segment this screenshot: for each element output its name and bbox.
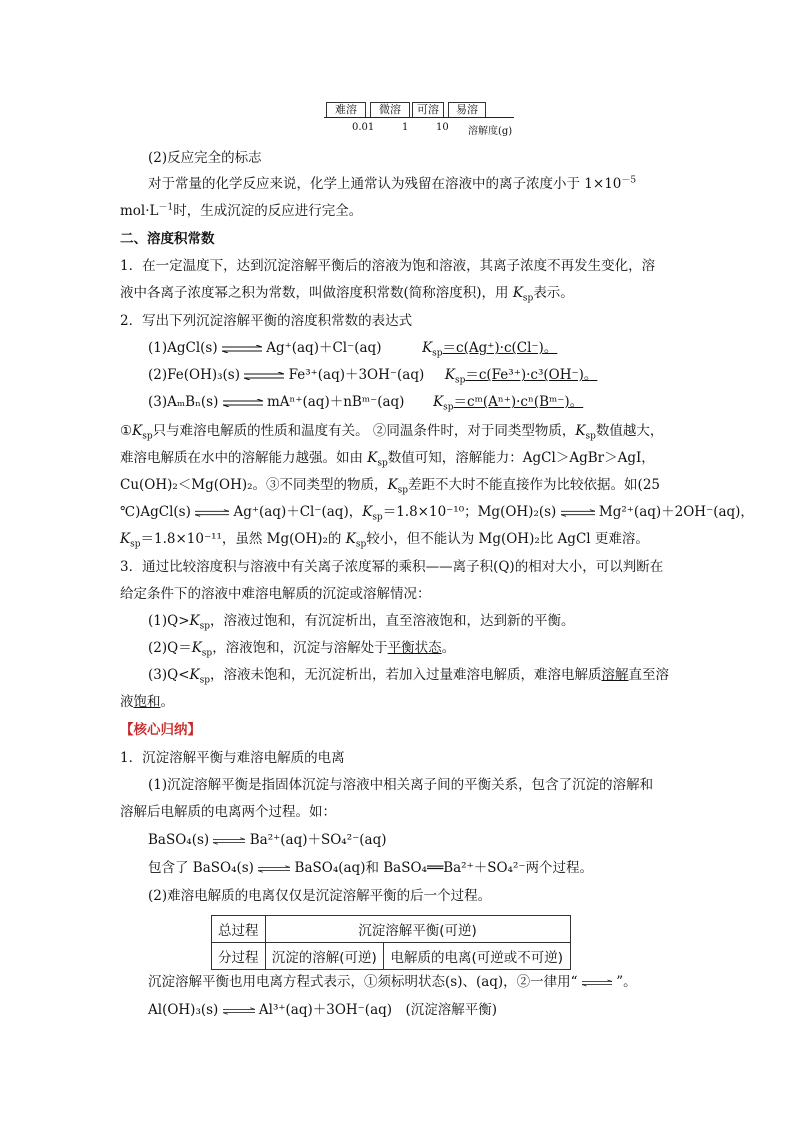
paragraph: 1．沉淀溶解平衡与难溶电解质的电离: [120, 750, 345, 766]
equilibrium-arrow-icon: [561, 509, 595, 517]
scale-tick: 10: [436, 122, 449, 133]
scale-label-insoluble: 难溶: [326, 102, 366, 117]
paragraph: 给定条件下的溶液中难溶电解质的沉淀或溶解情况：: [120, 586, 431, 602]
scale-label-very-soluble: 易溶: [448, 102, 486, 117]
paragraph: 对于常量的化学反应来说，化学上通常认为残留在溶液中的离子浓度小于 $1\times 10^{-5}$: [148, 175, 637, 192]
equation: BaSO₄(s) Ba²⁺(aq)＋SO₄²⁻(aq): [148, 832, 387, 848]
heading: 二、溶度积常数: [120, 231, 215, 247]
table-cell: 总过程: [212, 916, 266, 943]
scale-label-slightly-soluble: 微溶: [370, 102, 410, 117]
note: 难溶电解质在水中的溶解能力越强。如由 $K_{sp}$数值可知，溶解能力：AgCl＞AgBr＞AgI，: [120, 450, 655, 469]
note: ℃)AgCl(s) Ag⁺(aq)＋Cl⁻(aq)，$K_{sp}=1.8\times 10^{-10}$；Mg(OH)₂(s) Mg²⁺(aq)＋2OH⁻(aq)，: [120, 504, 754, 523]
core-summary-title: 【核心归纳】: [120, 722, 201, 738]
equilibrium-arrow-icon: [258, 865, 290, 873]
paragraph: 1．在一定温度下，达到沉淀溶解平衡后的溶液为饱和溶液，其离子浓度不再发生变化，溶: [120, 258, 656, 274]
equation: (3)AₘBₙ(s) mAⁿ⁺(aq)＋nBᵐ⁻(aq) $K_{sp}=cᵐ(A^{n+})\cdot c^n(Bᵐ^-)$。: [148, 394, 584, 413]
paragraph: (2)难溶电解质的电离仅仅是沉淀溶解平衡的后一个过程。: [148, 888, 492, 904]
note: Cu(OH)₂＜Mg(OH)₂。③不同类型的物质，$K_{sp}$差距不大时不能直接作为比较依据。如(25: [120, 477, 660, 496]
table-cell: 分过程: [212, 943, 266, 970]
paragraph: $mol\cdot L^{-1}$时，生成沉淀的反应进行完全。: [120, 202, 363, 219]
process-table: [211, 915, 571, 970]
section-title: (2)反应完全的标志: [148, 150, 262, 166]
equilibrium-arrow-icon: [223, 399, 263, 407]
case-item: 液饱和。: [120, 694, 174, 710]
table-cell: 沉淀的溶解(可逆): [265, 943, 384, 970]
table-cell: 电解质的电离(可逆或不可逆): [384, 943, 570, 970]
equilibrium-arrow-icon: [222, 345, 262, 353]
equation: Al(OH)₃(s) Al³⁺(aq)＋3OH⁻(aq) (沉淀溶解平衡): [148, 1002, 498, 1018]
paragraph: 3．通过比较溶度积与溶液中有关离子浓度幂的乘积——离子积(Q)的相对大小，可以判断在: [120, 559, 664, 575]
case-item: $(3)Q<K_{sp}$，溶液未饱和，无沉淀析出，若加入过量难溶电解质，难溶电解质溶解直至溶: [148, 667, 669, 686]
solubility-scale: [318, 100, 518, 136]
scale-tick: 1: [402, 122, 409, 133]
paragraph: (1)沉淀溶解平衡是指固体沉淀与溶液中相关离子间的平衡关系，包含了沉淀的溶解和: [148, 777, 654, 793]
note: $K_{sp}=1.8\times 10^{-11}$，虽然 Mg(OH)₂的 $K_{sp}$较小，但不能认为 Mg(OH)₂比 AgCl 更难溶。: [120, 531, 649, 550]
equilibrium-arrow-icon: [213, 837, 245, 845]
paragraph: 溶解后电解质的电离两个过程。如：: [120, 804, 336, 820]
equilibrium-arrow-icon: [195, 509, 229, 517]
equation: (1)AgCl(s) Ag⁺(aq)＋Cl⁻(aq) $K_{sp}=c(Ag^+)\cdot c(Cl^-)$。: [148, 340, 558, 359]
table-row: [212, 916, 571, 943]
paragraph: 液中各离子浓度幂之积为常数，叫做溶度积常数(简称溶度积)，用 $K_{sp}$表示。: [120, 285, 574, 304]
paragraph: 包含了 BaSO₄(s) BaSO₄(aq)和 BaSO₄══Ba²⁺＋SO₄²⁻两个过程。: [148, 860, 593, 876]
equilibrium-arrow-icon: [582, 979, 612, 987]
paragraph: 2．写出下列沉淀溶解平衡的溶度积常数的表达式: [120, 313, 413, 329]
scale-label-soluble: 可溶: [412, 102, 444, 117]
scale-tick: 0.01: [352, 122, 375, 133]
table-cell: 沉淀溶解平衡(可逆): [265, 916, 570, 943]
equilibrium-arrow-icon: [244, 372, 284, 380]
scale-axis-label: 溶解度(g): [468, 126, 513, 137]
case-item: $(2)Q=K_{sp}$，溶液饱和，沉淀与溶解处于平衡状态。: [148, 640, 456, 659]
table-row: [212, 943, 571, 970]
paragraph: 沉淀溶解平衡也用电离方程式表示，①须标明状态(s)、(aq)，②一律用“ ”。: [148, 974, 637, 990]
note: $①K_{sp}$只与难溶电解质的性质和温度有关。 ②同温条件时，对于同类型物质，$K_{sp}$数值越大，: [120, 423, 664, 442]
equilibrium-arrow-icon: [223, 1007, 255, 1015]
scale-axis: [324, 117, 514, 118]
equation: (2)Fe(OH)₃(s) Fe³⁺(aq)＋3OH⁻(aq) $K_{sp}=c(Fe^{3+})\cdot c^3(OH^-)$。: [148, 367, 598, 386]
case-item: $(1)Q>K_{sp}$，溶液过饱和，有沉淀析出，直至溶液饱和，达到新的平衡。: [148, 613, 575, 632]
